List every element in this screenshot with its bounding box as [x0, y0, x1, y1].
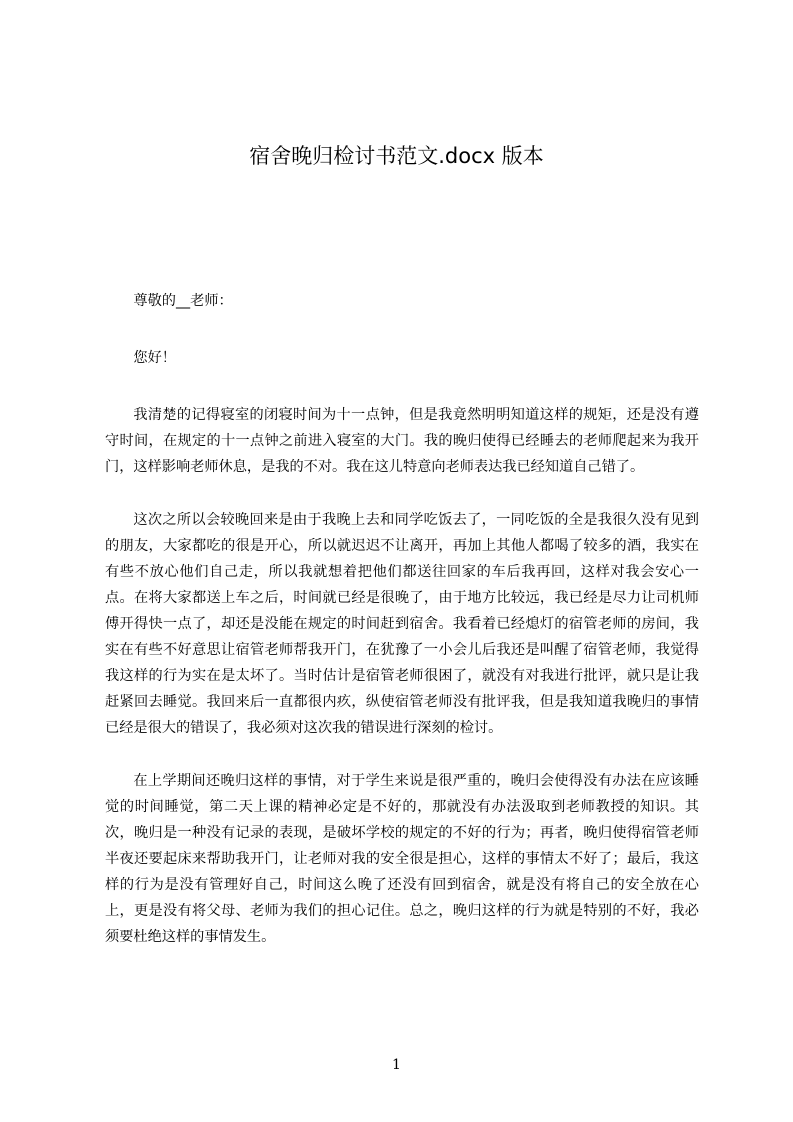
greeting: 您好！ — [133, 350, 176, 366]
paragraph-3: 在上学期间还晚归这样的事情，对于学生来说是很严重的，晚归会使得没有办法在应该睡觉的时间睡觉，第二天上课的精神必定是不好的，那就没有办法汲取到老师教授的知识。其次，晚归是一种没有记录的表现，是破坏学校的规定的不好的行为；再者，晚归使得宿管老师半夜还要起床来帮助我开门，让老师对我的安全很是担心，这样的事情太不好了；最后，我这样的行为是没有管理好自己，时间这么晚了还没有回到宿舍，就是没有将自己的安全放在心上，更是没有将父母、老师为我们的担心记住。总之，晚归这样的行为就是特别的不好，我必须要杜绝这样的事情发生。 — [105, 773, 699, 945]
paragraph-2: 这次之所以会较晚回来是由于我晚上去和同学吃饭去了，一同吃饭的全是我很久没有见到的朋友，大家都吃的很是开心，所以就迟迟不让离开，再加上其他人都喝了较多的酒，我实在有些不放心他们自己走，所以我就想着把他们都送往回家的车后我再回，这样对我会安心一点。在将大家都送上车之后，时间就已经是很晚了，由于地方比较远，我已经是尽力让司机师傅开得快一点了，却还是没能在规定的时间赶到宿舍。我看着已经熄灯的宿管老师的房间，我实在有些不好意思让宿管老师帮我开门，在犹豫了一小会儿后我还是叫醒了宿管老师，我觉得我这样的行为实在是太坏了。当时估计是宿管老师很困了，就没有对我进行批评，就只是让我赶紧回去睡觉。我回来后一直都很内疚，纵使宿管老师没有批评我，但是我知道我晚归的事情已经是很大的错误了，我必须对这次我的错误进行深刻的检讨。 — [105, 512, 699, 736]
document-body — [105, 288, 699, 977]
paragraph-1: 我清楚的记得寝室的闭寝时间为十一点钟，但是我竟然明明知道这样的规矩，还是没有遵守时间，在规定的十一点钟之前进入寝室的大门。我的晚归使得已经睡去的老师爬起来为我开门，这样影响老师休息，是我的不对。我在这儿特意向老师表达我已经知道自己错了。 — [105, 407, 699, 475]
page-number: 1 — [392, 1057, 401, 1073]
document-title: 宿舍晚归检讨书范文.docx 版本 — [249, 144, 544, 168]
salutation: 尊敬的__老师： — [133, 293, 233, 309]
